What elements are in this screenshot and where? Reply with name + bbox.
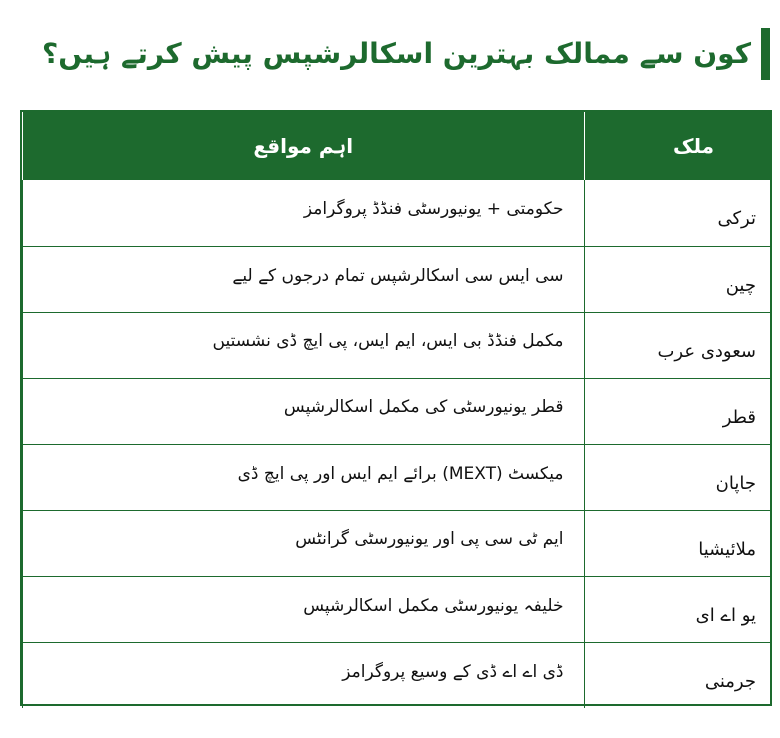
opportunity-cell: سی ایس سی اسکالرشپس تمام درجوں کے لیے <box>23 246 585 312</box>
country-cell: چین <box>584 246 770 312</box>
country-cell: ترکی <box>584 180 770 246</box>
table-header <box>23 112 771 180</box>
table-row <box>23 576 771 642</box>
country-cell: سعودی عرب <box>584 312 770 378</box>
table-row <box>23 642 771 708</box>
table-row <box>23 246 771 312</box>
country-cell: قطر <box>584 378 770 444</box>
opportunity-cell: ڈی اے اے ڈی کے وسیع پروگرامز <box>23 642 585 708</box>
table-row <box>23 180 771 246</box>
table-body <box>23 180 771 708</box>
table-row <box>23 312 771 378</box>
scholarship-table <box>22 112 770 708</box>
table-header-row <box>23 112 771 180</box>
title-bar <box>41 26 770 82</box>
opportunity-cell: قطر یونیورسٹی کی مکمل اسکالرشپس <box>23 378 585 444</box>
column-header-country: ملک <box>584 112 770 180</box>
table-row <box>23 510 771 576</box>
country-cell: یو اے ای <box>584 576 770 642</box>
page-title: کون سے ممالک بہترین اسکالرشپس پیش کرتے ہیں؟ <box>41 37 751 70</box>
country-cell: جاپان <box>584 444 770 510</box>
country-cell: ملائیشیا <box>584 510 770 576</box>
opportunity-cell: خلیفہ یونیورسٹی مکمل اسکالرشپس <box>23 576 585 642</box>
column-header-opportunity: اہم مواقع <box>23 112 585 180</box>
country-cell: جرمنی <box>584 642 770 708</box>
opportunity-cell: میکسٹ (MEXT) برائے ایم ایس اور پی ایچ ڈی <box>23 444 585 510</box>
table-row <box>23 378 771 444</box>
opportunity-cell: ایم ٹی سی پی اور یونیورسٹی گرانٹس <box>23 510 585 576</box>
table-row <box>23 444 771 510</box>
opportunity-cell: حکومتی + یونیورسٹی فنڈڈ پروگرامز <box>23 180 585 246</box>
scholarship-table-container <box>20 110 772 706</box>
opportunity-cell: مکمل فنڈڈ بی ایس، ایم ایس، پی ایچ ڈی نشستیں <box>23 312 585 378</box>
title-accent-bar <box>761 28 770 80</box>
